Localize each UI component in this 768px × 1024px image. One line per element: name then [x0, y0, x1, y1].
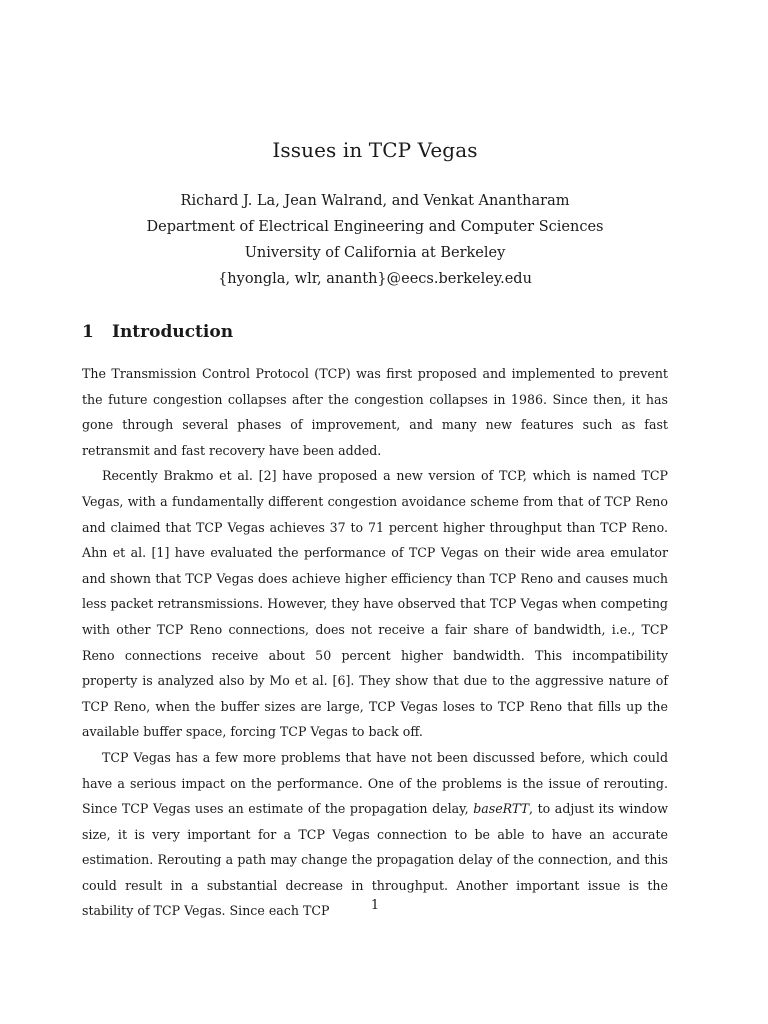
author-email: {hyongla, wlr, ananth}@eecs.berkeley.edu [218, 271, 532, 287]
page-number: 1 [370, 898, 380, 913]
author-university: University of California at Berkeley [244, 245, 506, 261]
paragraph: Recently Brakmo et al. [2] have proposed a new version of TCP, which is named TCP Vegas, with a fundamentally different congestion avoidance scheme from that of TCP Reno and claimed that TCP Vegas achieves 37 to 71 percent higher throughput than TCP Reno. Ahn et al. [1] have evaluated the performance of TCP Vegas on their wide area emulator and shown that TCP Vegas does achieve higher efficiency than TCP Reno and causes much less packet retransmissions. However, they have observed that TCP Vegas when competing with other TCP Reno connections, does not receive a fair share of bandwidth, i.e., TCP Reno connections receive about 50 percent higher bandwidth. This incompatibility property is analyzed also by Mo et al. [6]. They show that due to the aggressive nature of TCP Reno, when the buffer sizes are large, TCP Vegas loses to TCP Reno that fills up the available buffer space, forcing TCP Vegas to back off. [82, 468, 668, 740]
section-number: 1 [82, 322, 94, 342]
author-block [0, 188, 750, 292]
author-names: Richard J. La, Jean Walrand, and Venkat Anantharam [180, 193, 570, 209]
paragraph-text: , to adjust its window size, it is very important for a TCP Vegas connection to be able to have an accurate estimation. Rerouting a path may change the propagation delay of the connection, and this could result in a substantial decrease in throughput. Another important issue is the stability of TCP Vegas. Since each TCP [82, 801, 668, 919]
paragraph: The Transmission Control Protocol (TCP) was first proposed and implemented to prevent the future congestion collapses after the congestion collapses in 1986. Since then, it has gone through several phases of improvement, and many new features such as fast retransmit and fast recovery have been added. [82, 366, 668, 458]
section-title: Introduction [112, 322, 234, 342]
paper-title: Issues in TCP Vegas [272, 138, 478, 162]
basertt-term: baseRTT [473, 801, 529, 817]
author-department: Department of Electrical Engineering and Computer Sciences [146, 219, 604, 235]
body-text [82, 361, 668, 924]
section-heading [82, 322, 233, 342]
paragraph-text: TCP Vegas has a few more problems that have not been discussed before, which could have a serious impact on the performance. One of the problems is the issue of rerouting. Since TCP Vegas uses an estimate of the propagation delay, [82, 749, 668, 817]
